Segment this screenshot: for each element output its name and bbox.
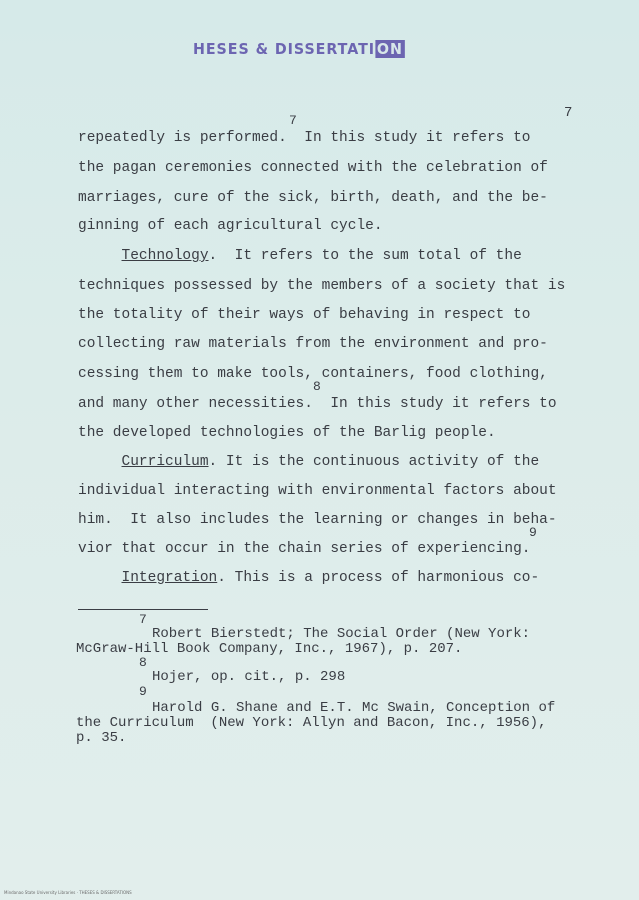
body-line: him. It also includes the learning or changes in beha- <box>78 512 557 528</box>
paragraph-integration: Integration. This is a process of harmonious co- <box>121 570 540 586</box>
body-line: ginning of each agricultural cycle. <box>78 218 383 234</box>
footnote-number-7: 7 <box>139 612 147 627</box>
body-line: the developed technologies of the Barlig people. <box>78 425 496 441</box>
scan-footer: Mindanao State University Libraries · THESES & DISSERTATIONS <box>4 890 132 895</box>
footnote-number-8: 8 <box>139 655 147 670</box>
body-line: the totality of their ways of behaving in respect to <box>78 307 531 323</box>
body-line: vior that occur in the chain series of experiencing. <box>78 541 531 557</box>
body-line: repeatedly is performed. In this study it refers to <box>78 130 531 146</box>
paragraph-technology: Technology. It refers to the sum total of the <box>121 248 522 264</box>
footnote-7-line1: Robert Bierstedt; The Social Order (New York: <box>110 626 531 642</box>
body-line: cessing them to make tools, containers, food clothing, <box>78 366 548 382</box>
footnote-7-line2: McGraw-Hill Book Company, Inc., 1967), p. 207. <box>76 641 463 657</box>
body-line: individual interacting with environmental factors about <box>78 483 557 499</box>
body-line: and many other necessities. In this study it refers to <box>78 396 557 412</box>
footnote-divider <box>78 609 208 610</box>
footnote-ref-7: 7 <box>289 113 297 128</box>
footnote-8-line1: Hojer, op. cit., p. 298 <box>110 669 346 685</box>
paragraph-curriculum: Curriculum. It is the continuous activity of the <box>121 454 540 470</box>
body-line: the pagan ceremonies connected with the celebration of <box>78 160 548 176</box>
body-line: collecting raw materials from the environment and pro- <box>78 336 548 352</box>
theses-dissertations-stamp: HESES & DISSERTATI ON <box>193 40 403 58</box>
page-number: 7 <box>564 105 573 121</box>
footnote-ref-9: 9 <box>529 525 537 540</box>
footnote-9-line2: the Curriculum (New York: Allyn and Bacon, Inc., 1956), <box>76 715 547 731</box>
body-line: marriages, cure of the sick, birth, death, and the be- <box>78 190 548 206</box>
body-line: techniques possessed by the members of a society that is <box>78 278 566 294</box>
footnote-9-line1: Harold G. Shane and E.T. Mc Swain, Conception of <box>110 700 556 716</box>
footnote-ref-8: 8 <box>313 379 321 394</box>
heading-technology: Technology <box>121 248 209 264</box>
footnote-number-9: 9 <box>139 684 147 699</box>
heading-integration: Integration <box>121 570 218 586</box>
heading-curriculum: Curriculum <box>121 454 209 470</box>
footnote-9-line3: p. 35. <box>76 730 127 746</box>
